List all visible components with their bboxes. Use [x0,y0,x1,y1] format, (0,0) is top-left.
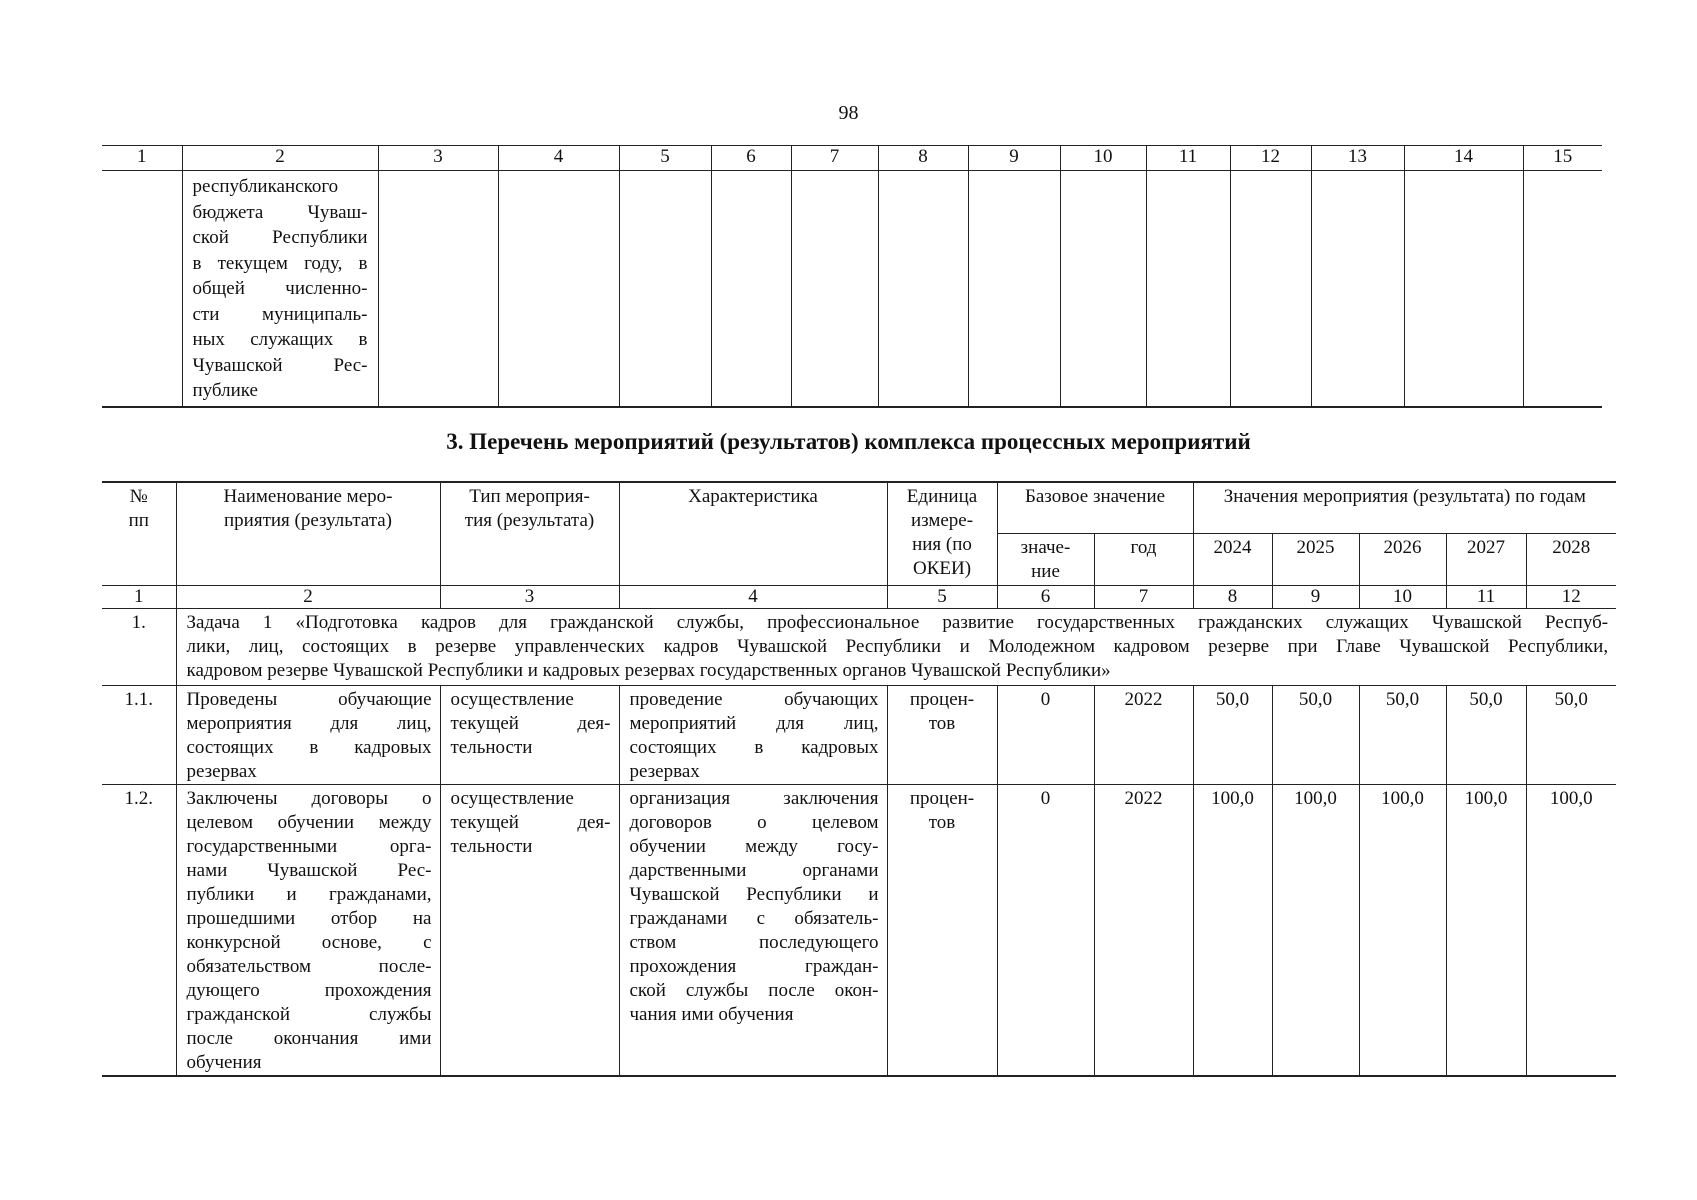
year-value: 50,0 [1446,686,1526,785]
text-line: осуществление [450,788,574,809]
column-number: 3 [378,146,498,171]
header-type [440,482,619,586]
column-number: 4 [498,146,619,171]
text-line: государственными орга- [186,836,432,857]
text-line: дующего прохождения [186,980,432,1001]
column-number: 9 [968,146,1060,171]
text-line: гражданской службы [186,1004,432,1025]
page-number: 98 [838,102,859,124]
text-line: кадровом резерве Чувашской Республики и кадровых резервах государственных органов Чувашской Республики» [186,660,1111,681]
header-year: 2028 [1526,534,1616,586]
header-line: тов [928,812,956,833]
base-value: 0 [997,785,1094,1077]
text-line: прошедшими отбор на [186,908,432,929]
header-line: Наименование меро- [223,486,393,507]
base-year: 2022 [1094,785,1193,1077]
text-line: конкурсной основе, с [186,932,432,953]
header-line: ния (по [912,534,972,555]
column-number: 13 [1311,146,1404,171]
column-number-row [102,146,1602,171]
unit [887,686,997,785]
text-line: дарственными органами [629,860,879,881]
column-number: 2 [182,146,378,171]
year-value: 50,0 [1359,686,1446,785]
text-line: обучении между госу- [629,836,879,857]
column-number: 10 [1060,146,1146,171]
column-number: 1 [102,586,176,609]
header-base-year: год [1094,534,1193,586]
text-line: состоящих в кадровых [629,737,879,758]
header-base: Базовое значение [997,482,1193,534]
text-line: мероприятий для лиц, [629,713,879,734]
text-line: ской службы после окон- [629,980,879,1001]
base-value: 0 [997,686,1094,785]
year-value: 50,0 [1272,686,1359,785]
task-number: 1. [102,609,176,686]
header-line: тия (результата) [464,510,595,531]
header-characteristic: Характеристика [619,482,887,586]
text-line: Проведены обучающие [186,689,432,710]
column-number: 11 [1146,146,1230,171]
header-line: значе- [1020,537,1071,558]
text-line: публике [192,380,258,401]
activities-table [102,481,1616,1077]
column-number: 4 [619,586,887,609]
text-line: осуществление [450,689,574,710]
text-line: тельности [450,836,533,857]
text-line: обязательством после- [186,956,432,977]
text-line: в текущем году, в [192,252,368,274]
text-line: лики, лиц, состоящих в резерве управленческих кадров Чувашской Республики и Молодежном кадровом резерве при Главе Чувашской Республики, [186,636,1609,657]
text-line: Заключены договоры о [186,788,432,809]
text-line: организация заключения [629,788,879,809]
text-line: Чувашской Республики и [629,884,879,905]
activity-type [440,785,619,1077]
year-value: 100,0 [1272,785,1359,1077]
text-line: республиканского [192,176,339,197]
column-number: 12 [1526,586,1616,609]
text-line: ством последующего [629,932,879,953]
year-value: 100,0 [1526,785,1616,1077]
text-line: целевом обучении между [186,812,432,833]
text-line: бюджета Чуваш- [192,201,368,223]
text-line: ных служащих в [192,329,368,350]
header-year: 2026 [1359,534,1446,586]
column-number: 8 [1193,586,1272,609]
text-line: прохождения граждан- [629,956,879,977]
section-title: 3. Перечень мероприятий (результатов) комплекса процессных мероприятий [446,429,1251,454]
text-line: текущей дея- [450,713,611,734]
text-line: нами Чувашской Рес- [186,860,432,881]
header-num [102,482,176,586]
header-year: 2027 [1446,534,1526,586]
header-name [176,482,440,586]
indicator-text-cell [182,171,378,408]
task-text [176,609,1616,686]
text-line: тельности [450,737,533,758]
column-number: 5 [619,146,711,171]
header-line: процен- [909,689,975,710]
header-line: пп [128,510,149,531]
activity-characteristic [619,785,887,1077]
header-line: ОКЕИ) [912,558,972,579]
column-number: 14 [1404,146,1523,171]
year-value: 100,0 [1446,785,1526,1077]
column-number: 10 [1359,586,1446,609]
table-row [102,686,1616,785]
header-line: Единица [906,486,978,507]
text-line: публики и гражданами, [186,884,432,905]
header-line: процен- [909,788,975,809]
column-number: 8 [878,146,968,171]
year-value: 100,0 [1193,785,1272,1077]
row-number: 1.1. [102,686,176,785]
column-number: 6 [997,586,1094,609]
table-row [102,785,1616,1077]
text-line: Чувашской Рес- [192,354,368,376]
header-year: 2024 [1193,534,1272,586]
activity-type [440,686,619,785]
header-year: 2025 [1272,534,1359,586]
text-line: после окончания ими [186,1028,432,1049]
column-number: 6 [711,146,791,171]
year-value: 50,0 [1193,686,1272,785]
column-number: 5 [887,586,997,609]
text-line: проведение обучающих [629,689,879,710]
header-line: ние [1031,561,1060,582]
column-number: 9 [1272,586,1359,609]
year-value: 100,0 [1359,785,1446,1077]
continuation-table [102,145,1602,408]
header-line: измере- [910,510,974,531]
header-line: приятия (результата) [224,510,392,531]
text-line: обучения [186,1052,262,1073]
activity-name [176,686,440,785]
text-line: мероприятия для лиц, [186,713,432,734]
header-line: Тип мероприя- [469,486,590,507]
year-value: 50,0 [1526,686,1616,785]
text-line: Задача 1 «Подготовка кадров для гражданской службы, профессиональное развитие государственных гражданских служащих Чувашской Респуб- [186,612,1609,633]
row-number: 1.2. [102,785,176,1077]
table-row [102,171,1602,408]
header-line: тов [928,713,956,734]
text-line: гражданами с обязатель- [629,908,879,929]
activity-name [176,785,440,1077]
column-number-row [102,586,1616,609]
text-line: резервах [186,761,257,782]
column-number: 12 [1230,146,1311,171]
header-values-by-year: Значения мероприятия (результата) по годам [1193,482,1616,534]
text-line: общей численно- [192,278,368,299]
text-line: чания ими обучения [629,1004,794,1025]
column-number: 2 [176,586,440,609]
text-line: сти муниципаль- [192,303,368,325]
column-number: 7 [1094,586,1193,609]
text-line: состоящих в кадровых [186,737,432,758]
base-year: 2022 [1094,686,1193,785]
text-line: текущей дея- [450,812,611,833]
text-line: ской Республики [192,227,368,248]
column-number: 15 [1523,146,1602,171]
column-number: 11 [1446,586,1526,609]
header-unit [887,482,997,586]
task-row [102,609,1616,686]
header-base-value [997,534,1094,586]
header-row [102,482,1616,534]
column-number: 1 [102,146,182,171]
text-line: договоров о целевом [629,812,879,833]
text-line: резервах [629,761,700,782]
column-number: 3 [440,586,619,609]
header-line: № [129,486,148,507]
activity-characteristic [619,686,887,785]
column-number: 7 [791,146,878,171]
unit [887,785,997,1077]
